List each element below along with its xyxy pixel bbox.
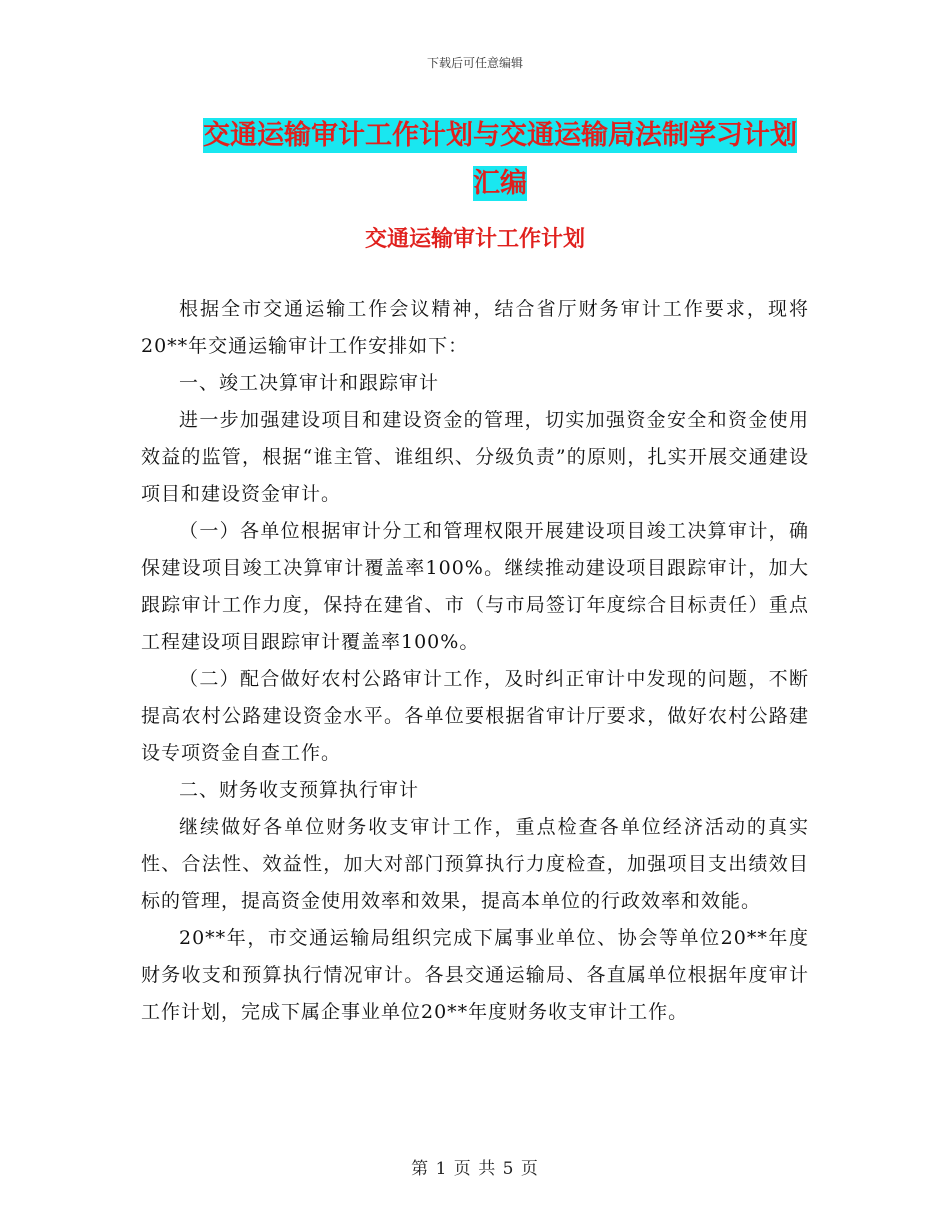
subheading: 一、竣工决算审计和跟踪审计 — [179, 372, 440, 394]
document-title-text: 交通运输审计工作计划与交通运输局法制学习计划汇编 — [203, 120, 797, 199]
paragraph: 20**年，市交通运输局组织完成下属事业单位、协会等单位20**年度财务收支和预算执行情况审计。各县交通运输局、各直属单位根据年度审计工作计划，完成下属企事业单位20**年度财务收支审计工作。 — [141, 927, 809, 1023]
section-title: 交通运输审计工作计划 — [364, 227, 585, 252]
paragraph: 根据全市交通运输工作会议精神，结合省厅财务审计工作要求，现将20**年交通运输审计工作安排如下： — [141, 298, 809, 357]
paragraph: （二）配合做好农村公路审计工作，及时纠正审计中发现的问题，不断提高农村公路建设资金水平。各单位要根据省审计厅要求，做好农村公路建设专项资金自查工作。 — [141, 668, 809, 764]
header-note: 下载后可任意编辑 — [426, 56, 523, 70]
paragraph: （一）各单位根据审计分工和管理权限开展建设项目竣工决算审计，确保建设项目竣工决算审计覆盖率100%。继续推动建设项目跟踪审计，加大跟踪审计工作力度，保持在建省、市（与市局签订年度综合目标责任）重点工程建设项目跟踪审计覆盖率100%。 — [141, 520, 809, 653]
paragraph: 进一步加强建设项目和建设资金的管理，切实加强资金安全和资金使用效益的监管，根据“谁主管、谁组织、分级负责”的原则，扎实开展交通建设项目和建设资金审计。 — [141, 409, 809, 505]
document-title — [190, 112, 810, 208]
paragraph: 继续做好各单位财务收支审计工作，重点检查各单位经济活动的真实性、合法性、效益性，加大对部门预算执行力度检查，加强项目支出绩效目标的管理，提高资金使用效率和效果，提高本单位的行政效率和效能。 — [141, 816, 809, 912]
subheading: 二、财务收支预算执行审计 — [179, 779, 420, 801]
document-body — [141, 291, 809, 1031]
page-footer: 第 1 页 共 5 页 — [411, 1159, 539, 1179]
